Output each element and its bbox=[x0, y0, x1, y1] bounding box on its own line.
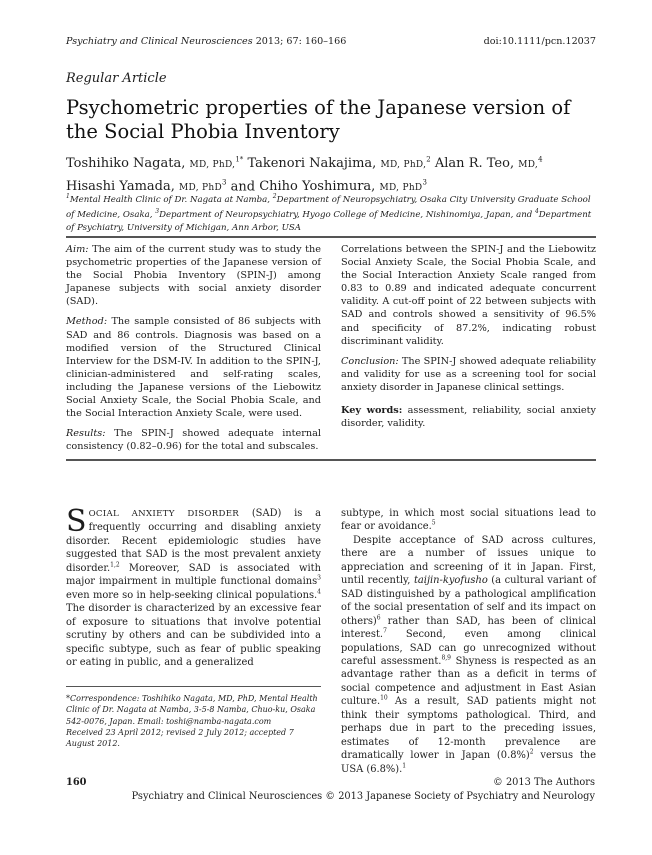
drop-cap: S bbox=[66, 504, 87, 539]
body-left-column bbox=[66, 504, 321, 669]
author: Chiho Yoshimura, MD, PhD$^3$ bbox=[259, 178, 427, 195]
abstract-results-cont: Correlations between the SPIN-J and the Liebowitz Social Anxiety Scale, the Social Phobia Scale, and the Social Interaction Anxiety Scale ranged from 0.83 to 0.89 and indicated adequate concurrent validity. A cut-off point of 22 between subjects with SAD and controls showed a sensitivity of 96.5% and specificity of 87.2%, indicating robust discriminant validity. bbox=[341, 244, 596, 347]
article-type: Regular Article bbox=[66, 71, 167, 86]
body-paragraph: Despite acceptance of SAD across cultures, there are a number of issues unique to appreciation and screening of it in Japan. First, until recently, taijin-kyofusho (a cultural variant of SAD distinguished by a pathological amplification of the social presentation of self and its impact on others)$^6$ rather than SAD, has been of clinical interest.$^7$ Second, even among clinical populations, SAD can go unrecognized without careful assessment.$^{8,9}$ Shyness is respected as an advantage rather than as a deficit in terms of social competence and adjustment in East Asian culture.$^{10}$ As a result, SAD patients might not think their symptoms pathological. Third, and perhaps due in part to the preceding issues, estimates of 12-month prevalence are dramatically lower in Japan $(0.8\%)^2$ versus the USA (6.8%).$^1$ bbox=[341, 534, 597, 775]
abstract-method: Method: The sample consisted of 86 subjects with SAD and 86 controls. Diagnosis was based on a modified version of the Structured Clinical Interview for the DSM-IV. In addition to the SPIN-J, clinician-administered and self-rating scales, including the Japanese versions of the Liebowitz Social Anxiety Scale, the Social Phobia Scale, and the Social Interaction Anxiety Scale, were used. bbox=[66, 316, 321, 420]
correspondence-footnote bbox=[66, 693, 321, 749]
affiliations: $^1$Mental Health Clinic of Dr. Nagata at Namba, $^2$Department of Neuropsychiatry, Osaka City University Graduate School of Medicine, Osaka, $^3$Department of Neuropsychiatry, Hyogo College of Medicine, Nishinomiya, Japan, and $^4$Department of Psychiatry, University of Michigan, Ann Arbor, USA bbox=[66, 193, 592, 233]
abstract-results: Results: The SPIN-J showed adequate internal consistency (0.82–0.96) for the total and subscales. bbox=[66, 428, 321, 453]
author: Alan R. Teo, MD,$^4$ bbox=[434, 156, 543, 172]
footnote-rule bbox=[66, 686, 321, 687]
running-head bbox=[66, 36, 596, 50]
journal-citation: Psychiatry and Clinical Neurosciences 2013; 67: 160–166 bbox=[66, 36, 347, 47]
keywords: Key words: assessment, reliability, social anxiety disorder, validity. bbox=[341, 405, 596, 430]
body-right-column bbox=[341, 507, 596, 776]
author: Toshihiko Nagata, MD, PhD,$^{1*}$ bbox=[66, 156, 244, 172]
doi[interactable]: doi:10.1111/pcn.12037 bbox=[483, 36, 596, 47]
author-list: Toshihiko Nagata, MD, PhD,$^{1*}$ Takenori Nakajima, MD, PhD,$^2$ Alan R. Teo, MD,$^4$ Hisashi Yamada, MD, PhD$^3$ and Chiho Yoshimura, MD, PhD$^3$ bbox=[66, 156, 543, 195]
abstract-conclusion: Conclusion: The SPIN-J showed adequate reliability and validity for use as a screening tool for social anxiety disorder in Japanese clinical settings. bbox=[341, 355, 596, 393]
abstract-top-rule bbox=[66, 236, 596, 238]
body-paragraph: SOCIAL ANXIETY DISORDER (SAD) is a frequently occurring and disabling anxiety disorder. Recent epidemiologic studies have suggested that SAD is the most prevalent anxiety disorder.$^{1,2}$ Moreover, SAD is associated with major impairment in multiple functional domains$^3$ even more so in help-seeking clinical populations.$^4$ The disorder is characterized by an excessive fear of exposure to situations that involve potential scrutiny by others and can be subdivided into a specific subtype, such as fear of public speaking or eating in public, and a generalized bbox=[66, 504, 321, 668]
correspondence: *Correspondence: Toshihiko Nagata, MD, PhD, Mental Health Clinic of Dr. Nagata at Namba, 3-5-8 Namba, Chuo-ku, Osaka 542-0076, Japan. Email: toshi@namba-nagata.com bbox=[66, 694, 318, 726]
author: Hisashi Yamada, MD, PhD$^3$ bbox=[66, 178, 227, 195]
abstract-left-column bbox=[66, 243, 321, 460]
abstract-aim: Aim: The aim of the current study was to study the psychometric properties of the Japanese version of the Social Phobia Inventory (SPIN-J) among Japanese subjects with social anxiety disorder (SAD). bbox=[66, 244, 321, 308]
body-paragraph: subtype, in which most social situations lead to fear or avoidance.$^5$ bbox=[341, 508, 596, 533]
page-number: 160 bbox=[66, 777, 87, 788]
copyright-notice: © 2013 The Authors Psychiatry and Clinical Neurosciences © 2013 Japanese Society of Psychiatry and Neurology bbox=[131, 777, 595, 802]
abstract-right-column bbox=[341, 243, 596, 437]
abstract-bottom-rule bbox=[66, 459, 596, 461]
paper-title: Psychometric properties of the Japanese version of the Social Phobia Inventory bbox=[66, 96, 571, 143]
author: Takenori Nakajima, MD, PhD,$^2$ bbox=[247, 156, 431, 172]
received-dates: Received 23 April 2012; revised 2 July 2012; accepted 7 August 2012. bbox=[66, 727, 294, 749]
